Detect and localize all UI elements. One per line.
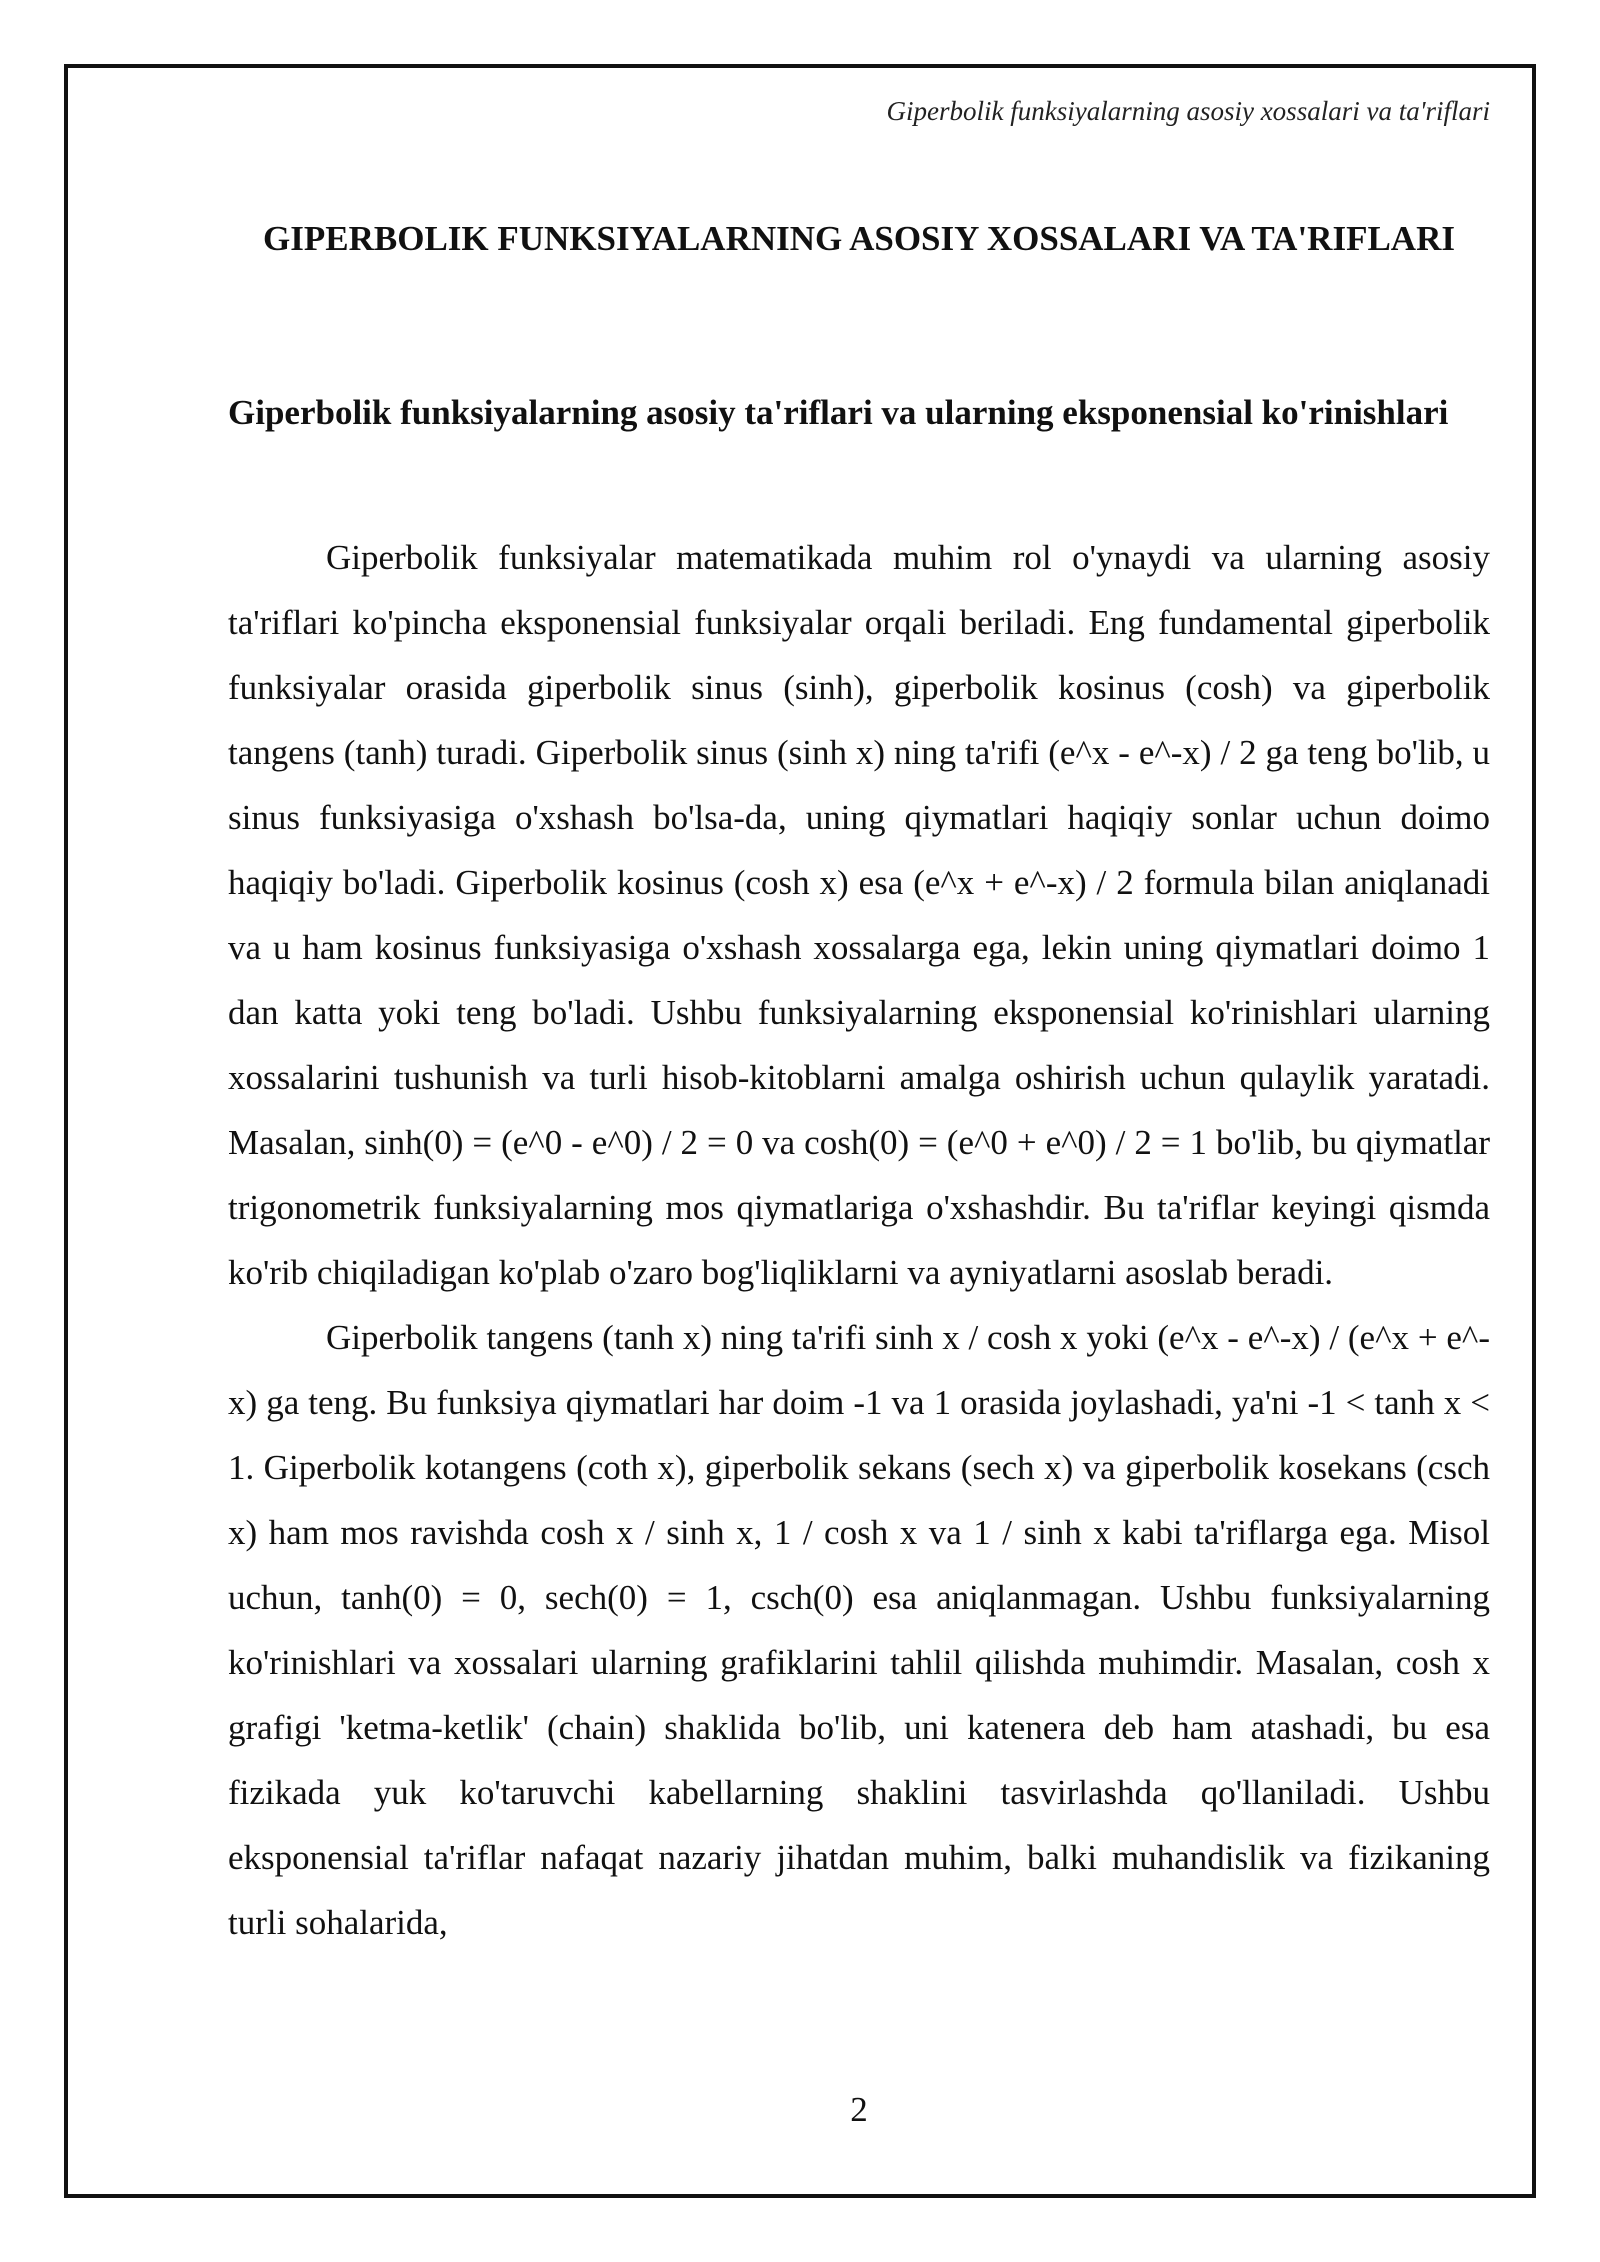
body-text bbox=[228, 525, 1490, 1955]
running-header: Giperbolik funksiyalarning asosiy xossalari va ta'riflari bbox=[886, 96, 1490, 126]
page-number: 2 bbox=[850, 2090, 868, 2129]
paragraph-1: Giperbolik funksiyalar matematikada muhim rol o'ynaydi va ularning asosiy ta'riflari ko'pincha eksponensial funksiyalar orqali beriladi. Eng fundamental giperbolik funksiyalar orasida giperbolik sinus (sinh), giperbolik kosinus (cosh) va giperbolik tangens (tanh) turadi. Giperbolik sinus (sinh x) ning ta'rifi (e^x - e^-x) / 2 ga teng bo'lib, u sinus funksiyasiga o'xshash bo'lsa-da, uning qiymatlari haqiqiy sonlar uchun doimo haqiqiy bo'ladi. Giperbolik kosinus (cosh x) esa (e^x + e^-x) / 2 formula bilan aniqlanadi va u ham kosinus funksiyasiga o'xshash xossalarga ega, lekin uning qiymatlari doimo 1 dan katta yoki teng bo'ladi. Ushbu funksiyalarning eksponensial ko'rinishlari ularning xossalarini tushunish va turli hisob-kitoblarni amalga oshirish uchun qulaylik yaratadi. Masalan, sinh(0) = (e^0 - e^0) / 2 = 0 va cosh(0) = (e^0 + e^0) / 2 = 1 bo'lib, bu qiymatlar trigonometrik funksiyalarning mos qiymatlariga o'xshashdir. Bu ta'riflar keyingi qismda ko'rib chiqiladigan ko'plab o'zaro bog'liqliklarni va ayniyatlarni asoslab beradi. bbox=[228, 538, 1490, 1292]
document-title: GIPERBOLIK FUNKSIYALARNING ASOSIY XOSSALARI VA TA'RIFLARI bbox=[263, 219, 1455, 258]
paragraph-2: Giperbolik tangens (tanh x) ning ta'rifi sinh x / cosh x yoki (e^x - e^-x) / (e^x + e^-x) ga teng. Bu funksiya qiymatlari har doim -1 va 1 orasida joylashadi, ya'ni -1 < tanh x < 1. Giperbolik kotangens (coth x), giperbolik sekans (sech x) va giperbolik kosekans (csch x) ham mos ravishda cosh x / sinh x, 1 / cosh x va 1 / sinh x kabi ta'riflarga ega. Misol uchun, tanh(0) = 0, sech(0) = 1, csch(0) esa aniqlanmagan. Ushbu funksiyalarning ko'rinishlari va xossalari ularning grafiklarini tahlil qilishda muhimdir. Masalan, cosh x grafigi 'ketma-ketlik' (chain) shaklida bo'lib, uni katenera deb ham atashadi, bu esa fizikada yuk ko'taruvchi kabellarning shaklini tasvirlashda qo'llaniladi. Ushbu eksponensial ta'riflar nafaqat nazariy jihatdan muhim, balki muhandislik va fizikaning turli sohalarida, bbox=[228, 1318, 1490, 1942]
section-heading: Giperbolik funksiyalarning asosiy ta'riflari va ularning eksponensial ko'rinishlari bbox=[228, 393, 1449, 432]
